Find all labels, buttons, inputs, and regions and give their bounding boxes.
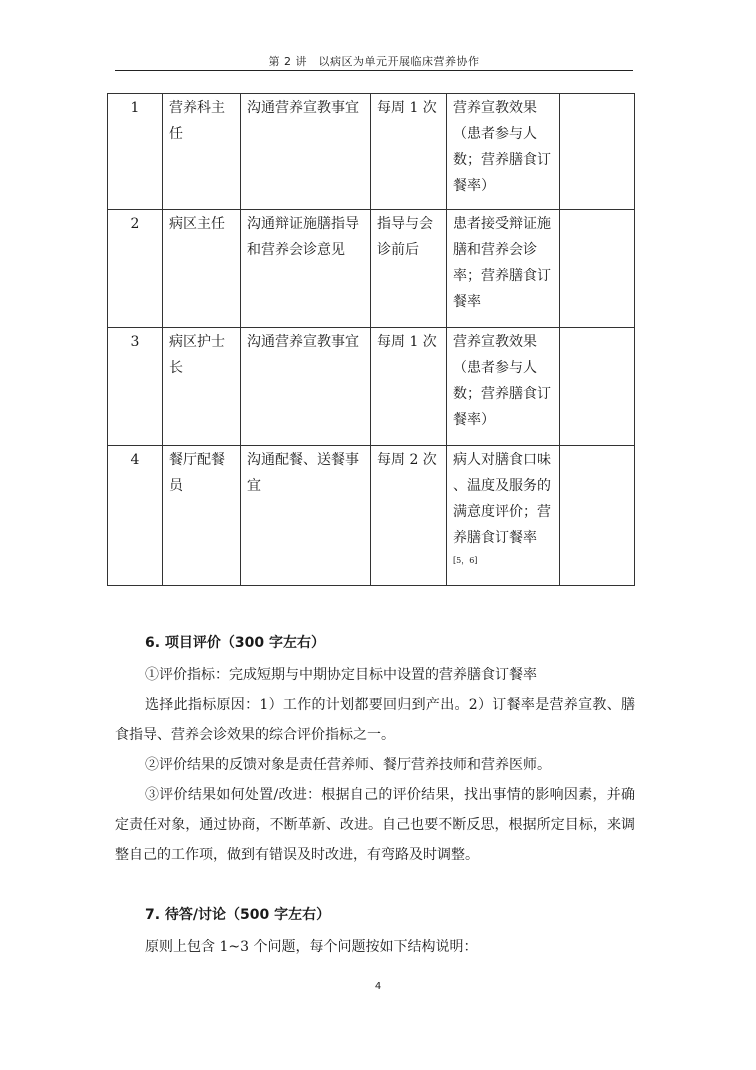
row-number: 2 <box>108 210 163 328</box>
frequency-cell: 每周 1 次 <box>371 94 447 210</box>
indicator-cell: 患者接受辩证施膳和营养会诊率；营养膳食订餐率 <box>447 210 560 328</box>
collaboration-table <box>107 93 635 586</box>
role-cell: 病区主任 <box>163 210 241 328</box>
content-cell: 沟通营养宣教事宜 <box>241 94 371 210</box>
content-cell: 沟通辩证施膳指导和营养会诊意见 <box>241 210 371 328</box>
section-7-heading: 7. 待答/讨论（500 字左右） <box>145 907 331 923</box>
empty-cell <box>560 210 635 328</box>
content-cell: 沟通营养宣教事宜 <box>241 328 371 446</box>
role-cell: 病区护士长 <box>163 328 241 446</box>
row-number: 1 <box>108 94 163 210</box>
indicator-text: 病人对膳食口味 、温度及服务的满意度评价；营养膳食订餐率 <box>453 452 551 546</box>
content-cell: 沟通配餐、送餐事宜 <box>241 446 371 586</box>
empty-cell <box>560 94 635 210</box>
table-row <box>108 446 635 586</box>
row-number: 3 <box>108 328 163 446</box>
section-6-heading: 6. 项目评价（300 字左右） <box>145 635 326 651</box>
section-6-paragraph: ③评价结果如何处置/改进：根据自己的评价结果，找出事情的影响因素，并确定责任对象，通过协商，不断革新、改进。自己也要不断反思，根据所定目标，来调整自己的工作项，做到有错误及时改进，有弯路及时调整。 <box>115 787 635 863</box>
indicator-cell: 营养宣教效果（患者参与人数；营养膳食订餐率） <box>447 94 560 210</box>
page-number: 4 <box>374 981 382 992</box>
role-cell: 营养科主任 <box>163 94 241 210</box>
empty-cell <box>560 446 635 586</box>
indicator-cell <box>447 446 560 586</box>
page-header: 第 2 讲 以病区为单元开展临床营养协作 <box>268 55 480 68</box>
table-row <box>108 94 635 210</box>
indicator-cell: 营养宣教效果（患者参与人数；营养膳食订餐率） <box>447 328 560 446</box>
header-rule <box>115 70 633 71</box>
empty-cell <box>560 328 635 446</box>
section-6-paragraph: ①评价指标：完成短期与中期协定目标中设置的营养膳食订餐率 <box>145 667 537 683</box>
section-7-paragraph: 原则上包含 1~3 个问题，每个问题按如下结构说明： <box>145 939 478 955</box>
table-row <box>108 328 635 446</box>
row-number: 4 <box>108 446 163 586</box>
frequency-cell: 每周 2 次 <box>371 446 447 586</box>
section-6-paragraph: ②评价结果的反馈对象是责任营养师、餐厅营养技师和营养医师。 <box>145 757 551 773</box>
frequency-cell: 指导与会诊前后 <box>371 210 447 328</box>
citation-ref: [5，6] <box>453 556 478 565</box>
table-row <box>108 210 635 328</box>
role-cell: 餐厅配餐员 <box>163 446 241 586</box>
section-6-paragraph: 选择此指标原因：1）工作的计划都要回归到产出。2）订餐率是营养宣教、膳食指导、营养会诊效果的综合评价指标之一。 <box>115 697 635 743</box>
frequency-cell: 每周 1 次 <box>371 328 447 446</box>
